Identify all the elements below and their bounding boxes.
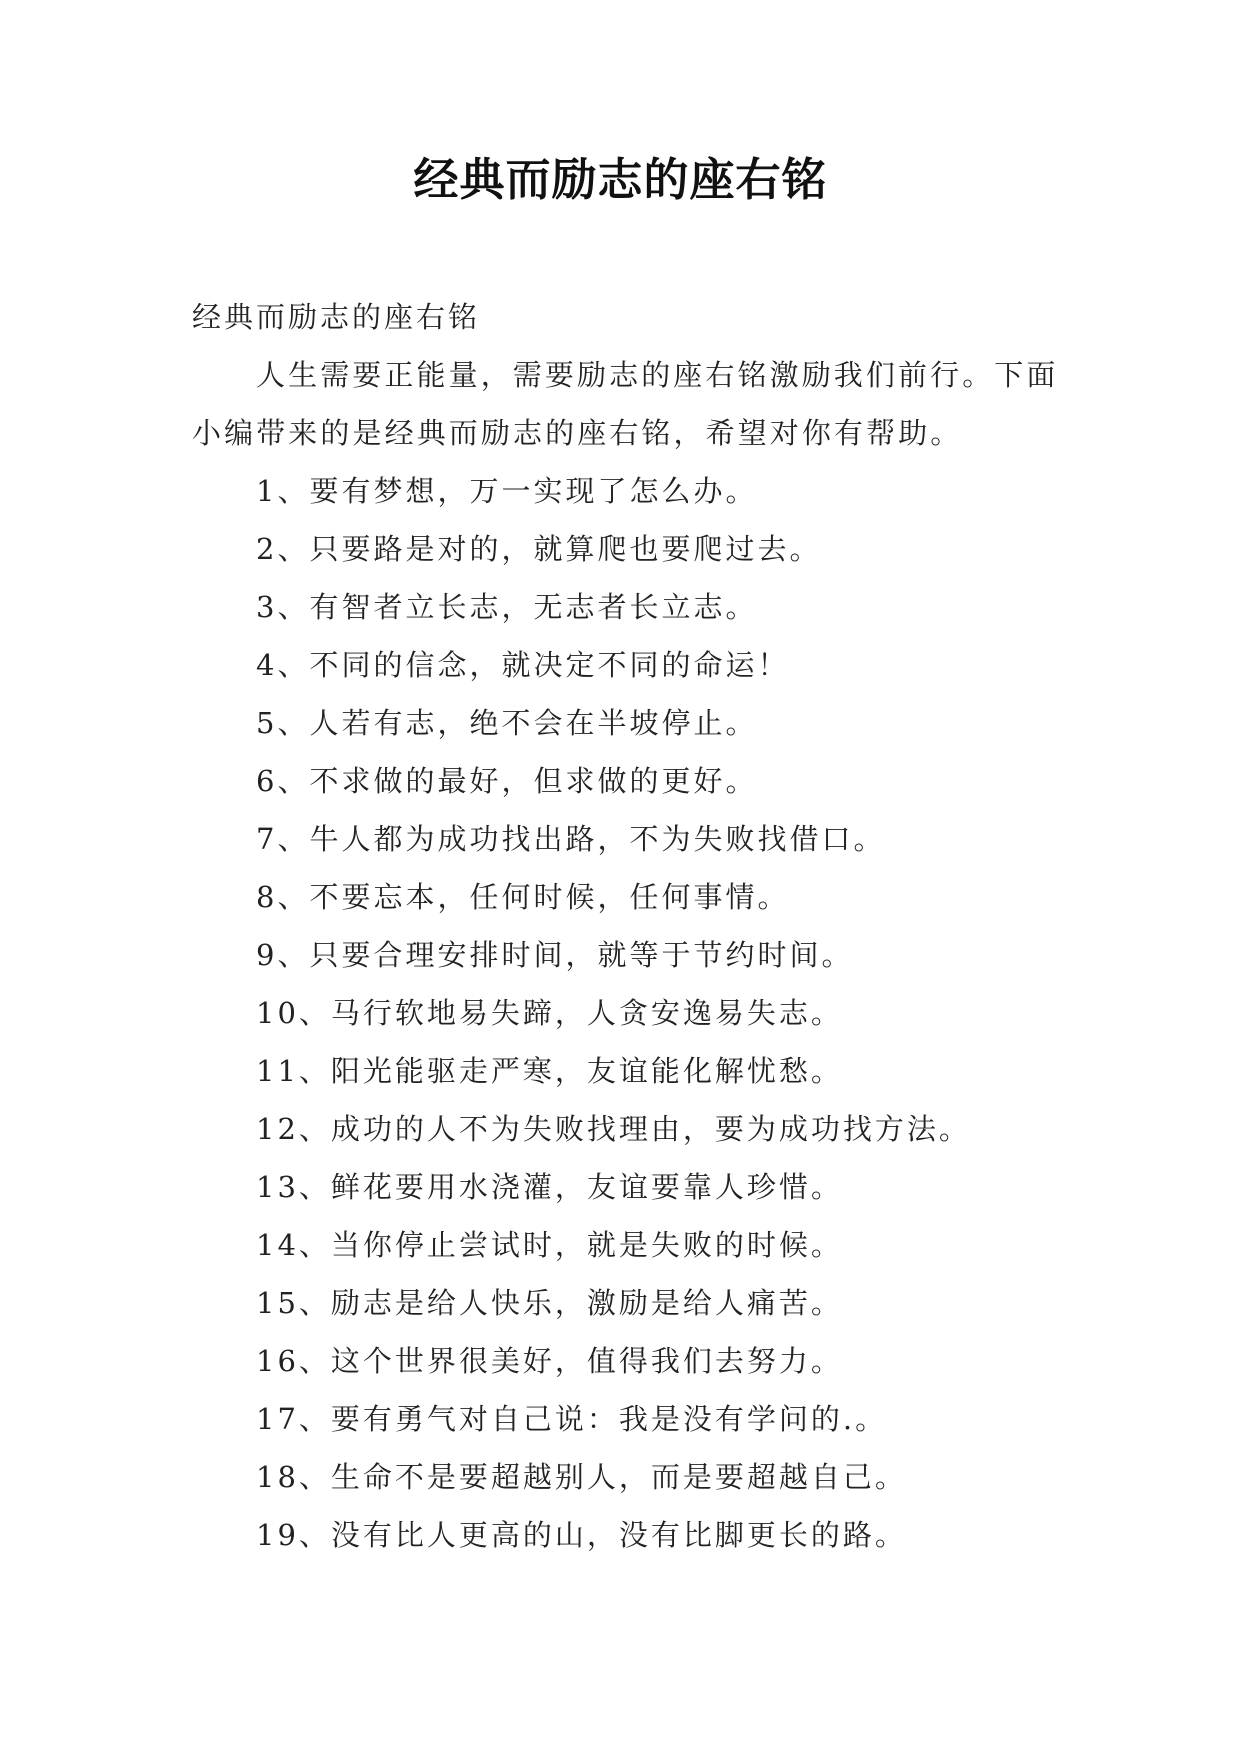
quote-item: 4、不同的信念，就决定不同的命运！ bbox=[256, 648, 790, 682]
quote-item: 8、不要忘本，任何时候，任何事情。 bbox=[256, 880, 790, 914]
quote-item: 19、没有比人更高的山，没有比脚更长的路。 bbox=[256, 1518, 907, 1552]
quote-item: 11、阳光能驱走严寒，友谊能化解忧愁。 bbox=[256, 1054, 843, 1088]
quote-item: 6、不求做的最好，但求做的更好。 bbox=[256, 764, 758, 798]
quote-item: 10、马行软地易失蹄，人贪安逸易失志。 bbox=[256, 996, 843, 1030]
document-title: 经典而励志的座右铭 bbox=[413, 153, 828, 206]
quote-list bbox=[192, 462, 1064, 1564]
quote-item: 1、要有梦想，万一实现了怎么办。 bbox=[256, 474, 758, 508]
quote-item: 9、只要合理安排时间，就等于节约时间。 bbox=[256, 938, 854, 972]
quote-item: 17、要有勇气对自己说：我是没有学问的.。 bbox=[256, 1402, 888, 1436]
quote-item: 5、人若有志，绝不会在半坡停止。 bbox=[256, 706, 758, 740]
intro-paragraph: 人生需要正能量，需要励志的座右铭激励我们前行。下面小编带来的是经典而励志的座右铭，希望对你有帮助。 bbox=[192, 358, 1059, 450]
quote-item: 14、当你停止尝试时，就是失败的时候。 bbox=[256, 1228, 843, 1262]
quote-item: 16、这个世界很美好，值得我们去努力。 bbox=[256, 1344, 843, 1378]
quote-item: 13、鲜花要用水浇灌，友谊要靠人珍惜。 bbox=[256, 1170, 843, 1204]
quote-item: 3、有智者立长志，无志者长立志。 bbox=[256, 590, 758, 624]
document-body bbox=[192, 288, 1064, 1564]
quote-item: 12、成功的人不为失败找理由，要为成功找方法。 bbox=[256, 1112, 971, 1146]
quote-item: 18、生命不是要超越别人，而是要超越自己。 bbox=[256, 1460, 907, 1494]
document-subtitle: 经典而励志的座右铭 bbox=[192, 300, 481, 334]
quote-item: 7、牛人都为成功找出路，不为失败找借口。 bbox=[256, 822, 886, 856]
quote-item: 2、只要路是对的，就算爬也要爬过去。 bbox=[256, 532, 822, 566]
quote-item: 15、励志是给人快乐，激励是给人痛苦。 bbox=[256, 1286, 843, 1320]
